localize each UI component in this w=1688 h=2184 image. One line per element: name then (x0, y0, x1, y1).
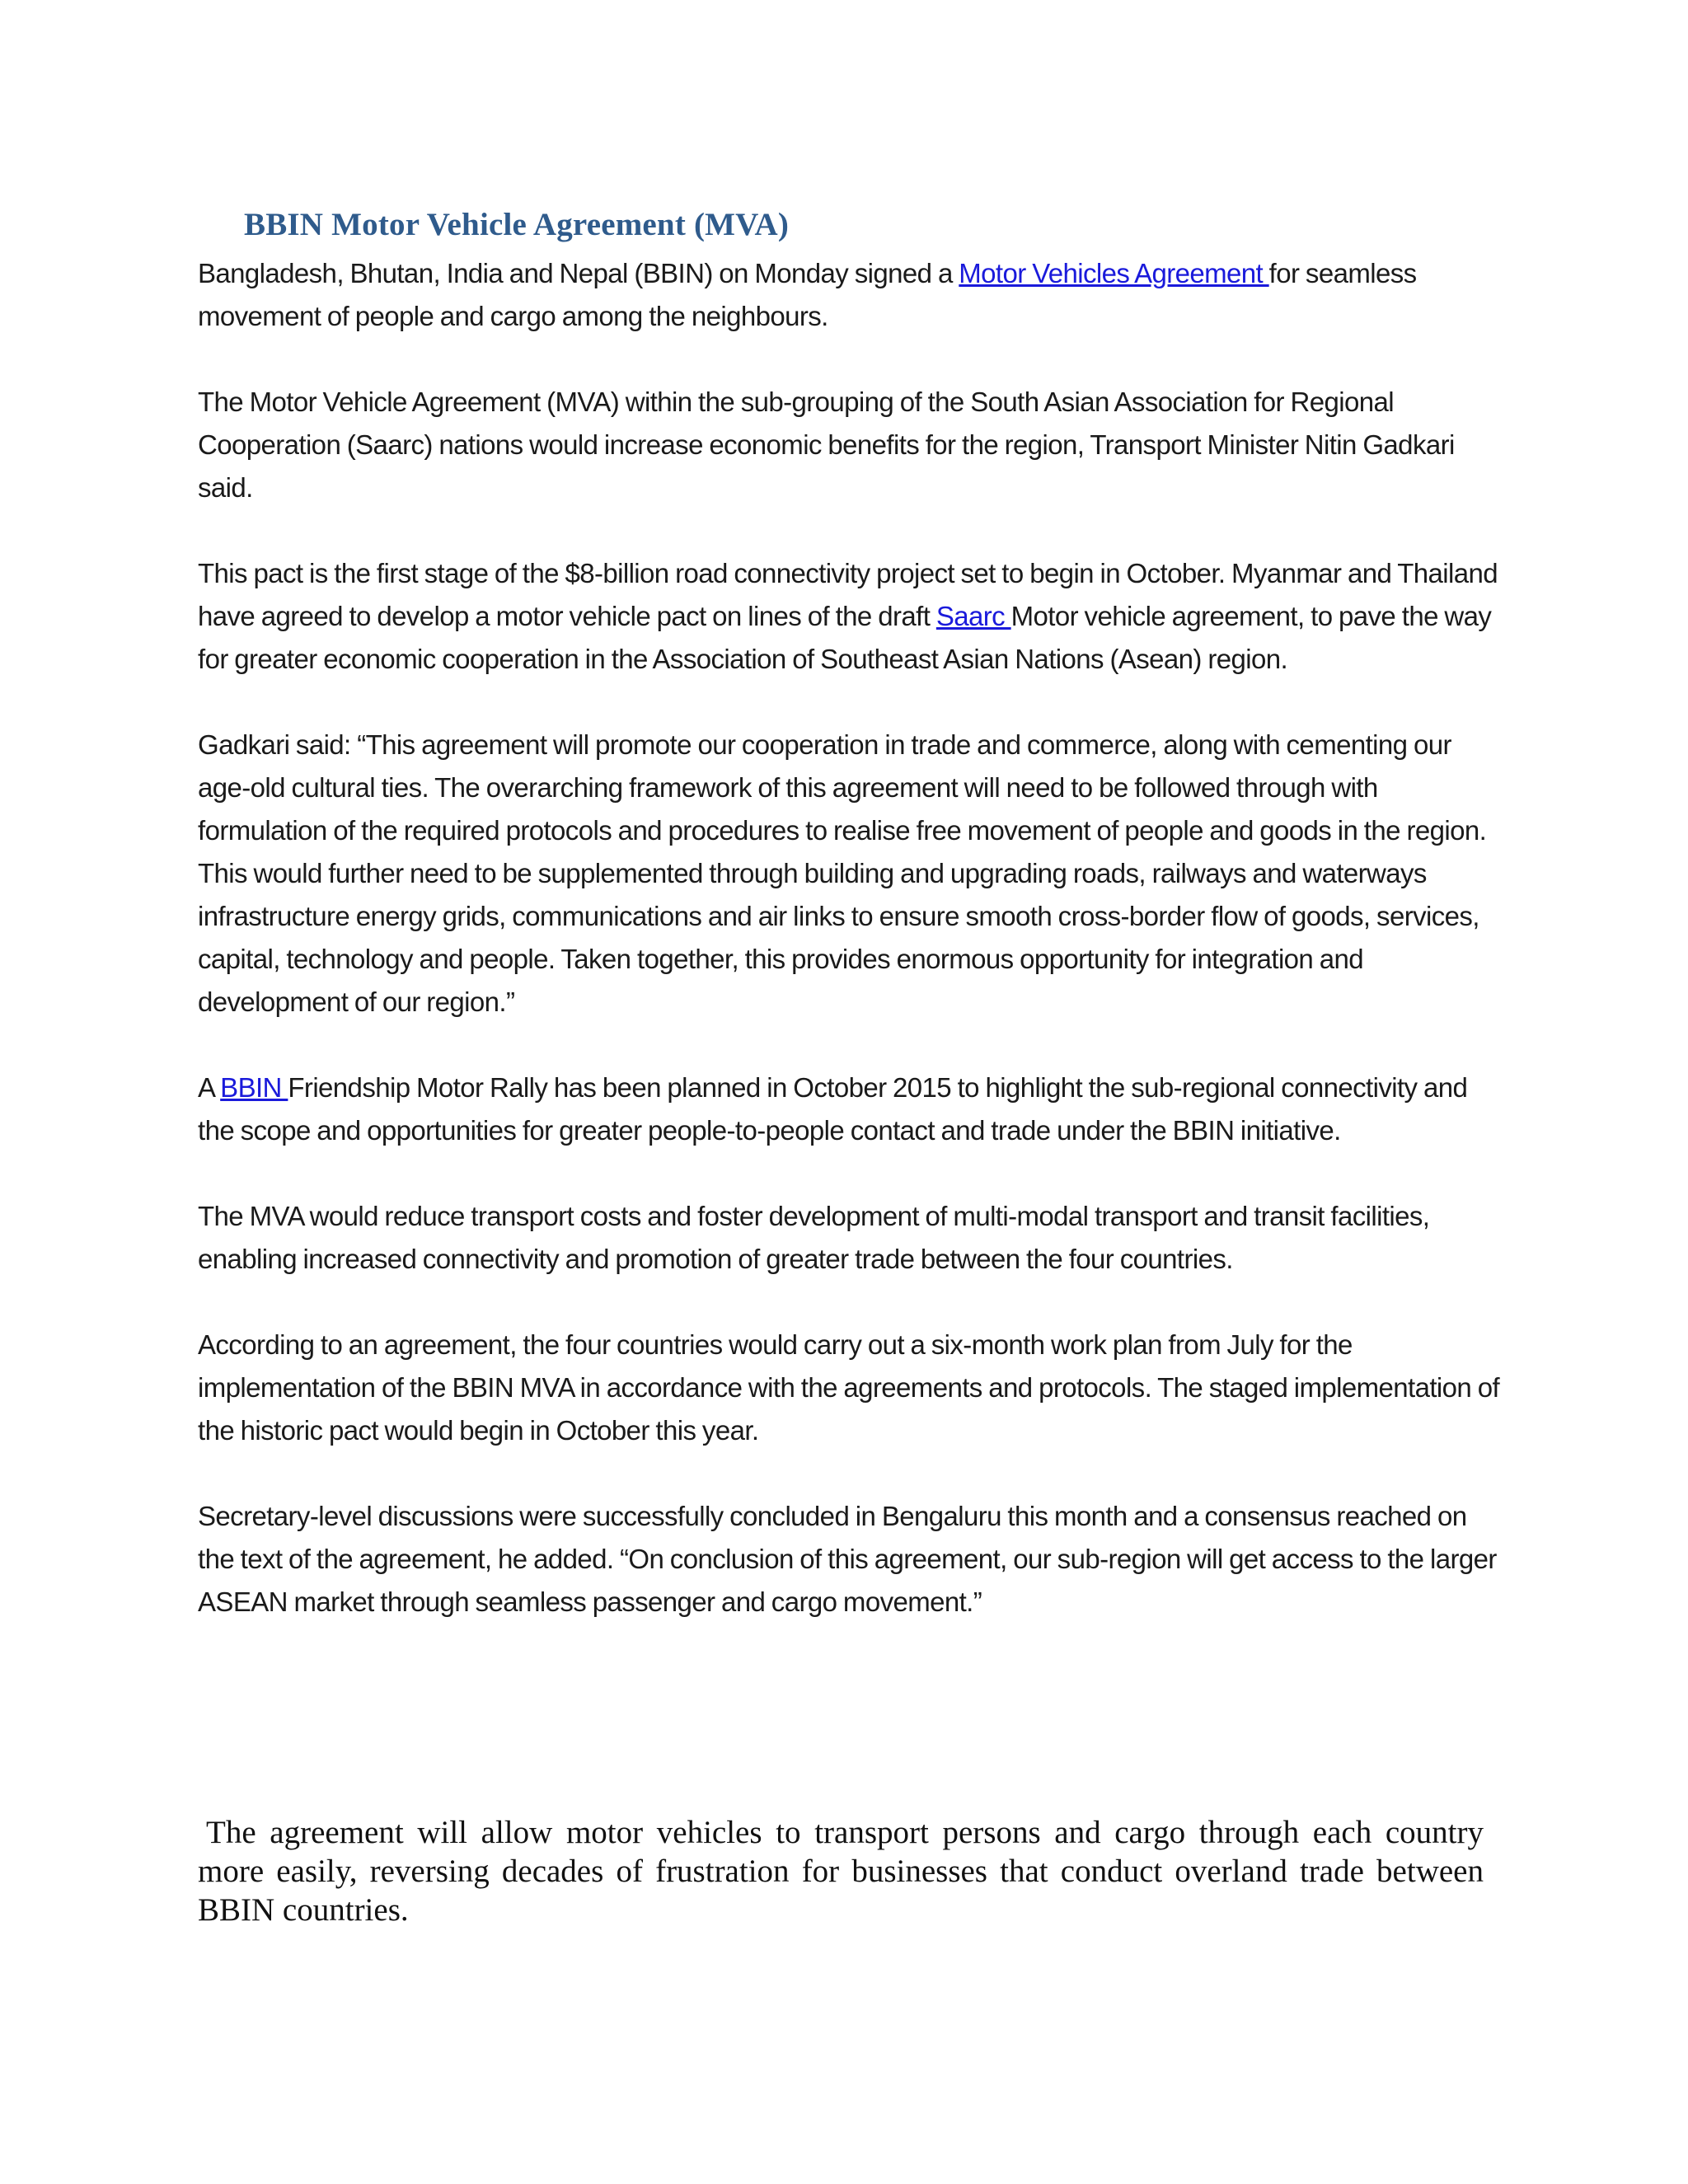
closing-paragraph: The agreement will allow motor vehicles to transport persons and cargo through each country more easily, reversing decades of frustration for businesses that conduct overland trade between BBIN countries. (198, 1815, 1484, 1928)
bbin-link[interactable]: BBIN (220, 1072, 288, 1103)
motor-vehicles-agreement-link[interactable]: Motor Vehicles Agreement (959, 258, 1269, 288)
paragraph-text: This pact is the first stage of the $8-billion road connectivity project set to begin in October. Myanmar and Thailand have agreed to develop a motor vehicle pact on lines of the draft (198, 558, 1498, 631)
document-title: BBIN Motor Vehicle Agreement (MVA) (244, 207, 790, 242)
paragraph-text: Bangladesh, Bhutan, India and Nepal (BBIN) on Monday signed a (198, 258, 959, 288)
paragraph-mva-benefits: The Motor Vehicle Agreement (MVA) within the sub-grouping of the South Asian Association for Regional Cooperation (Saarc) nations would increase economic benefits for the region, Transport Minister Nitin Gadkari said. (198, 387, 1455, 503)
paragraph-pact-stage (198, 552, 1500, 681)
paragraph-secretary-discussions: Secretary-level discussions were successfully concluded in Bengaluru this month and a consensus reached on the text of the agreement, he added. “On conclusion of this agreement, our sub-region will get access to the larger ASEAN market through seamless passenger and cargo movement.” (198, 1501, 1497, 1617)
paragraph-text: A (198, 1072, 221, 1103)
paragraph-transport-costs: The MVA would reduce transport costs and foster development of multi-modal transport and transit facilities, enabling increased connectivity and promotion of greater trade between the four countries. (198, 1201, 1430, 1274)
paragraph-text: for seamless movement of people and cargo among the neighbours. (198, 258, 1417, 331)
paragraph-friendship-rally (198, 1066, 1500, 1152)
paragraph-gadkari-quote: Gadkari said: “This agreement will promote our cooperation in trade and commerce, along with cementing our age-old cultural ties. The overarching framework of this agreement will need to be followed through with formulation of the required protocols and procedures to realise free movement of people and goods in the region. This would further need to be supplemented through building and upgrading roads, railways and waterways infrastructure energy grids, communications and air links to ensure smooth cross-border flow of goods, services, capital, technology and people. Taken together, this provides enormous opportunity for integration and development of our region.” (198, 729, 1487, 1017)
paragraph-text: Friendship Motor Rally has been planned in October 2015 to highlight the sub-regional connectivity and the scope and opportunities for greater people-to-people contact and trade under the BBIN initiative. (198, 1072, 1468, 1146)
paragraph-signing (198, 252, 1500, 338)
saarc-link[interactable]: Saarc (935, 601, 1011, 631)
paragraph-text: Motor vehicle agreement, to pave the way for greater economic cooperation in the Association of Southeast Asian Nations (Asean) region. (198, 601, 1492, 674)
paragraph-work-plan: According to an agreement, the four countries would carry out a six-month work plan from July for the implementation of the BBIN MVA in accordance with the agreements and protocols. The staged implementation of the historic pact would begin in October this year. (198, 1329, 1500, 1446)
article-body (198, 252, 1500, 1666)
